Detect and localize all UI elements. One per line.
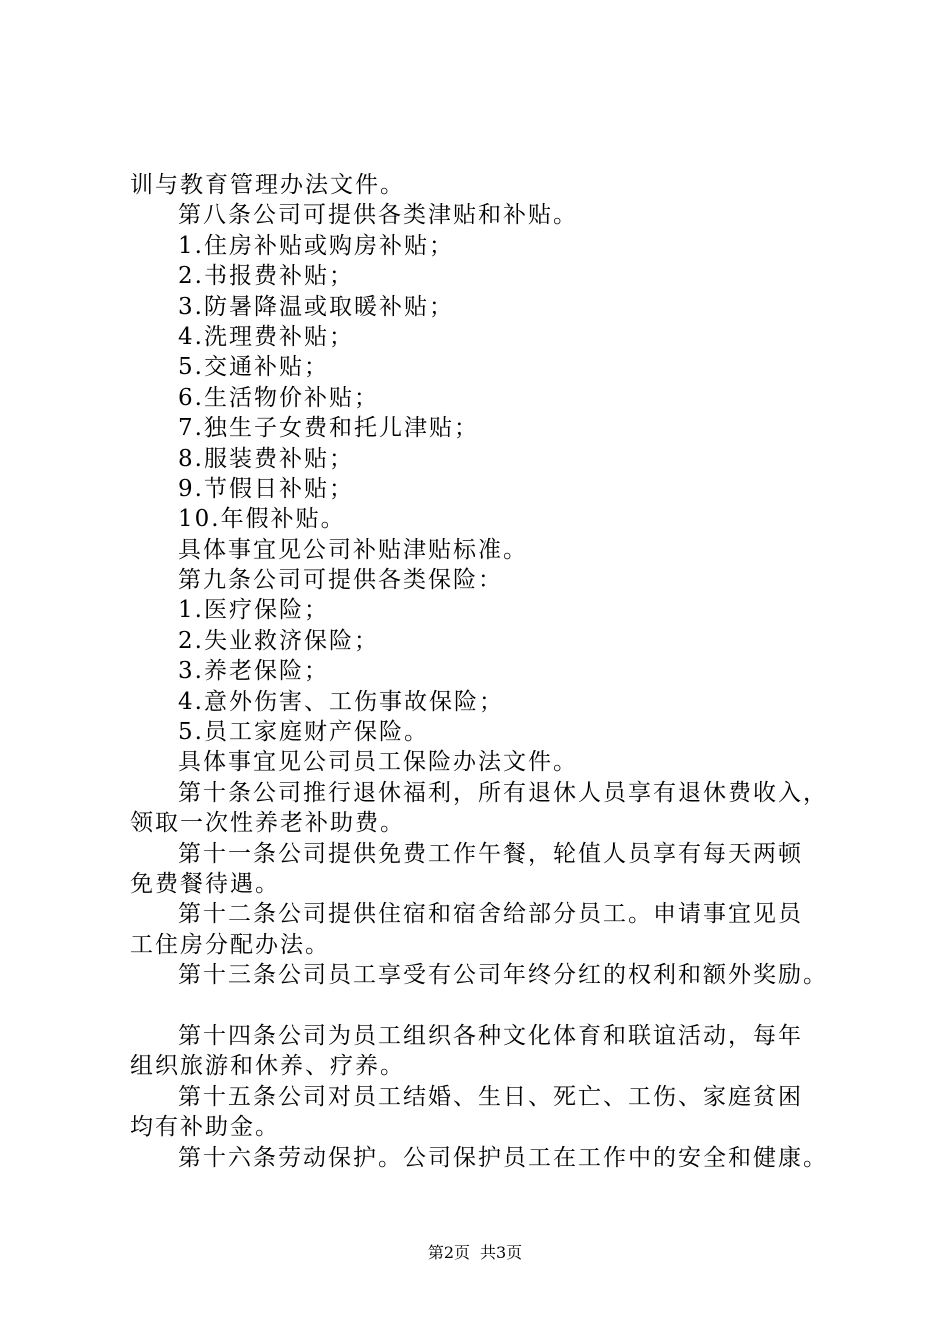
list-item: 7.独生子女费和托儿津贴；: [178, 415, 479, 442]
list-item: 9.节假日补贴；: [178, 475, 354, 502]
page-total: 共3页: [480, 1243, 523, 1262]
list-item: 2.失业救济保险；: [178, 627, 379, 654]
text-line: 第十条公司推行退休福利，所有退休人员享有退休费收入，: [178, 779, 828, 806]
list-item: 2.书报费补贴；: [178, 263, 354, 290]
text-line: 第十五条公司对员工结婚、生日、死亡、工伤、家庭贫困: [178, 1083, 803, 1110]
list-item: 8.服装费补贴；: [178, 445, 354, 472]
list-item: 6.生活物价补贴；: [178, 384, 379, 411]
page-number: 第2页: [427, 1243, 470, 1262]
text-line: 组织旅游和休养、疗养。: [130, 1053, 405, 1080]
text-line: 第十一条公司提供免费工作午餐，轮值人员享有每天两顿: [178, 840, 803, 867]
list-item: 3.养老保险；: [178, 658, 329, 685]
page-footer: [0, 1243, 950, 1263]
text-line: 第十四条公司为员工组织各种文化体育和联谊活动，每年: [178, 1022, 803, 1049]
text-line: 领取一次性养老补助费。: [130, 810, 405, 837]
text-line: 第十二条公司提供住宿和宿舍给部分员工。申请事宜见员: [178, 901, 803, 928]
text-line: 第十六条劳动保护。公司保护员工在工作中的安全和健康。: [178, 1144, 828, 1171]
text-line: 免费餐待遇。: [130, 870, 280, 897]
list-item: 3.防暑降温或取暖补贴；: [178, 293, 454, 320]
list-item: 1.医疗保险；: [178, 597, 329, 624]
text-line: 工住房分配办法。: [130, 931, 330, 958]
text-line: 具体事宜见公司补贴津贴标准。: [178, 536, 528, 563]
list-item: 4.意外伤害、工伤事故保险；: [178, 688, 504, 715]
text-line: 第九条公司可提供各类保险：: [178, 567, 503, 594]
list-item: 5.员工家庭财产保险。: [178, 719, 429, 746]
text-line: 具体事宜见公司员工保险办法文件。: [178, 749, 578, 776]
text-line: 第八条公司可提供各类津贴和补贴。: [178, 202, 578, 229]
list-item: 10.年假补贴。: [178, 506, 346, 533]
text-line: 训与教育管理办法文件。: [130, 172, 405, 198]
list-item: 4.洗理费补贴；: [178, 323, 354, 350]
blank-line: [130, 991, 850, 1021]
document-body: [130, 170, 850, 1173]
text-line: 第十三条公司员工享受有公司年终分红的权利和额外奖励。: [178, 962, 828, 989]
list-item: 5.交通补贴；: [178, 354, 329, 381]
list-item: 1.住房补贴或购房补贴；: [178, 232, 454, 259]
text-line: 均有补助金。: [130, 1114, 280, 1141]
